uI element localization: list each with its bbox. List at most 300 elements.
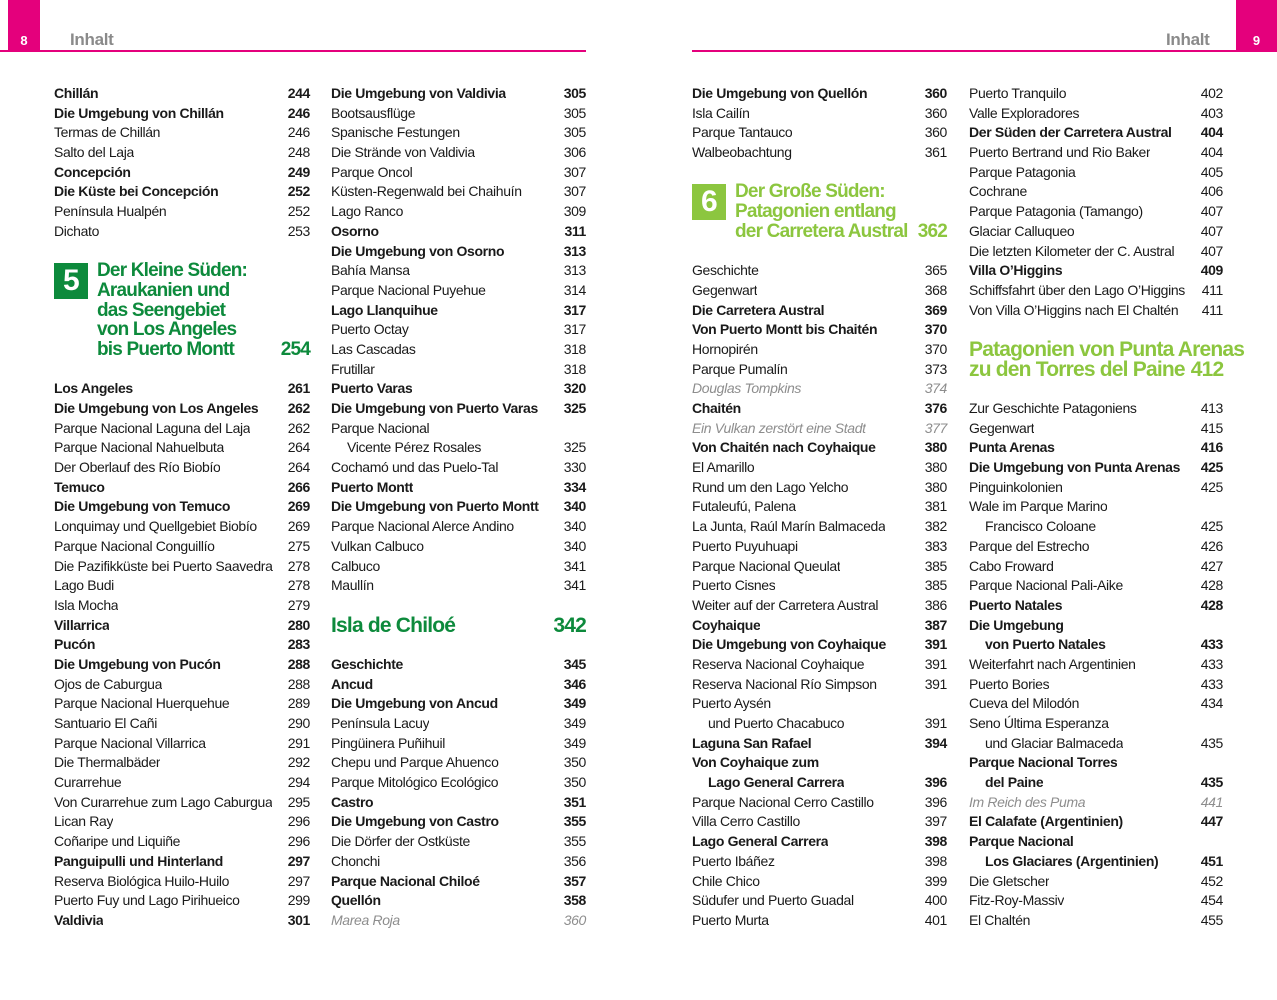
toc-entry-title: Seno Última Esperanza — [969, 715, 1109, 731]
toc-entry-title: und Glaciar Balmaceda — [985, 734, 1124, 751]
toc-entry-page: 309 — [563, 203, 586, 220]
toc-entry-page: 402 — [1200, 85, 1223, 101]
toc-entry-title: Parque Nacional Alerce Andino — [331, 518, 514, 535]
toc-entry-title: Von Coyhaique zum — [692, 754, 819, 771]
chapter-title-lines — [331, 613, 586, 637]
toc-entry-page: 266 — [287, 478, 310, 495]
toc-entry-title: Die Carretera Austral — [692, 301, 825, 318]
toc-entry — [969, 911, 1223, 931]
right-page-number: 9 — [1252, 33, 1261, 48]
toc-column-3 — [692, 84, 947, 931]
toc-entry-page: 381 — [924, 498, 947, 515]
toc-entry-page: 387 — [924, 616, 947, 633]
toc-entry-page: 385 — [924, 577, 947, 594]
toc-entry — [331, 911, 586, 931]
toc-entry — [969, 222, 1223, 242]
toc-entry-title: Futaleufú, Palena — [692, 498, 796, 515]
left-header-rule — [0, 50, 586, 52]
toc-entry-title: Puerto Ibáñez — [692, 852, 775, 869]
toc-entry-page: 345 — [563, 655, 586, 672]
toc-entry-page: 396 — [924, 774, 947, 791]
toc-entry — [969, 655, 1223, 675]
toc-entry-page: 370 — [924, 321, 947, 338]
toc-entry-page: 406 — [1200, 183, 1223, 200]
toc-entry — [331, 812, 586, 832]
toc-entry-title: Frutillar — [331, 360, 375, 377]
toc-entry-page: 380 — [924, 478, 947, 495]
toc-entry-page: 299 — [287, 892, 310, 909]
toc-entry — [969, 301, 1223, 321]
chapter-title-line — [969, 357, 1224, 381]
toc-entry — [969, 419, 1223, 439]
toc-entry — [692, 537, 947, 557]
toc-entry-title: Coñaripe und Liquiñe — [54, 833, 181, 850]
toc-entry — [54, 655, 310, 675]
chapter-title-line — [97, 301, 310, 321]
chapter-title-line — [735, 182, 947, 202]
toc-entry-title: Panguipulli und Hinterland — [54, 852, 224, 869]
chapter-title-lines — [969, 337, 1245, 381]
toc-entry-page: 334 — [563, 478, 586, 495]
toc-entry — [969, 202, 1223, 222]
toc-entry — [54, 596, 310, 616]
toc-entry-title: El Calafate (Argentinien) — [969, 813, 1123, 830]
toc-entry-page: 296 — [287, 813, 310, 830]
toc-entry-page: 380 — [924, 459, 947, 476]
toc-entry-page: 413 — [1200, 400, 1223, 416]
toc-entry — [969, 399, 1223, 419]
chapter-title-text: der Carretera Austral — [735, 220, 908, 242]
toc-entry-page: 350 — [563, 754, 586, 771]
toc-entry-page: 415 — [1200, 419, 1223, 436]
toc-entry-page: 349 — [563, 695, 586, 712]
toc-entry — [692, 104, 947, 124]
toc-entry — [54, 891, 310, 911]
toc-entry — [331, 104, 586, 124]
toc-entry — [331, 458, 586, 478]
toc-entry — [54, 832, 310, 852]
toc-entry-title: Die Umgebung von Puerto Montt — [331, 498, 539, 515]
toc-entry-page: 370 — [924, 340, 947, 357]
toc-entry-page: 454 — [1200, 892, 1223, 909]
spacer — [331, 635, 586, 655]
toc-entry-title: Parque Nacional Torres — [969, 754, 1118, 771]
chapter-title-text: Patagonien von Punta Arenas — [969, 337, 1245, 361]
toc-entry-title: Weiter auf der Carretera Austral — [692, 596, 879, 613]
toc-entry — [969, 478, 1223, 498]
toc-entry-page: 294 — [287, 774, 310, 791]
toc-entry — [54, 635, 310, 655]
toc-entry-title: Calbuco — [331, 557, 380, 574]
toc-entry-page: 426 — [1200, 537, 1223, 554]
toc-entry-page: 262 — [287, 419, 310, 436]
chapter-number-badge: 6 — [692, 184, 726, 220]
toc-entry-page: 313 — [563, 242, 586, 259]
toc-entry-page: 434 — [1200, 695, 1223, 712]
toc-entry — [331, 301, 586, 321]
toc-entry-page: 278 — [287, 577, 310, 594]
toc-entry-page: 305 — [563, 104, 586, 121]
toc-entry-title: Puerto Varas — [331, 380, 413, 397]
toc-entry — [54, 537, 310, 557]
toc-entry — [54, 182, 310, 202]
toc-entry-page: 275 — [287, 537, 310, 554]
toc-entry — [692, 891, 947, 911]
toc-entry-page: 391 — [924, 675, 947, 692]
toc-entry — [54, 872, 310, 892]
toc-entry-title: Pinguinkolonien — [969, 478, 1063, 495]
toc-entry-page: 278 — [287, 557, 310, 574]
toc-entry — [692, 596, 947, 616]
toc-entry — [969, 104, 1223, 124]
toc-entry-page: 407 — [1200, 222, 1223, 239]
toc-entry — [969, 753, 1223, 773]
toc-entry-title: Weiterfahrt nach Argentinien — [969, 655, 1136, 672]
toc-entry-page: 425 — [1200, 478, 1223, 495]
toc-entry-title: Vulkan Calbuco — [331, 537, 424, 554]
chapter-title-line — [735, 202, 947, 222]
toc-entry — [331, 84, 586, 104]
toc-entry-title: Die Dörfer der Ostküste — [331, 833, 470, 850]
toc-entry — [331, 852, 586, 872]
toc-entry-page: 355 — [563, 833, 586, 850]
toc-entry-page: 399 — [924, 872, 947, 889]
toc-entry-title: und Puerto Chacabuco — [708, 715, 845, 731]
toc-entry-title: Parque Mitológico Ecológico — [331, 774, 499, 791]
spacer — [54, 360, 310, 380]
toc-entry — [331, 182, 586, 202]
toc-entry-page: 269 — [287, 518, 310, 535]
toc-entry-page: 253 — [287, 222, 310, 239]
toc-entry — [692, 616, 947, 636]
toc-entry — [331, 714, 586, 734]
toc-entry-page: 325 — [563, 439, 586, 456]
toc-entry-title: Los Glaciares (Argentinien) — [985, 852, 1159, 869]
toc-entry — [54, 438, 310, 458]
toc-entry-page: 425 — [1200, 459, 1223, 476]
toc-entry-page: 383 — [924, 537, 947, 554]
toc-entry-page: 452 — [1200, 872, 1223, 889]
toc-entry — [331, 832, 586, 852]
toc-entry — [692, 320, 947, 340]
toc-entry-page: 355 — [563, 813, 586, 830]
toc-entry-page: 288 — [287, 655, 310, 672]
toc-entry-page: 317 — [563, 301, 586, 318]
toc-entry — [692, 438, 947, 458]
toc-entry-page: 351 — [563, 793, 586, 810]
toc-entry-title: Lago General Carrera — [692, 833, 829, 850]
toc-entry — [969, 438, 1223, 458]
toc-entry-title: Puerto Fuy und Lago Pirihueico — [54, 892, 240, 909]
toc-entry-title: Parque Pumalín — [692, 360, 788, 377]
toc-entry — [331, 360, 586, 380]
toc-entry-page: 340 — [563, 498, 586, 515]
toc-entry-title: Puerto Bories — [969, 675, 1050, 692]
toc-entry — [692, 852, 947, 872]
toc-entry — [692, 812, 947, 832]
toc-entry-page: 305 — [563, 124, 586, 141]
toc-entry-title: Reserva Nacional Río Simpson — [692, 675, 877, 692]
toc-entry — [331, 517, 586, 537]
toc-entry-title: Puerto Montt — [331, 478, 414, 495]
toc-entry — [54, 852, 310, 872]
toc-entry-page: 391 — [924, 655, 947, 672]
toc-entry — [54, 458, 310, 478]
toc-entry-title: Parque Patagonia — [969, 163, 1076, 180]
toc-entry-page: 346 — [563, 675, 586, 692]
toc-entry-title: Gegenwart — [692, 281, 758, 298]
chapter-title-text: das Seengebiet — [97, 299, 226, 321]
toc-entry-page: 330 — [563, 459, 586, 476]
chapter-page-number: 342 — [553, 613, 586, 637]
toc-entry — [692, 281, 947, 301]
toc-entry-page: 435 — [1200, 774, 1223, 791]
toc-entry-title: Parque Nacional Huerquehue — [54, 695, 230, 712]
toc-entry-title: Punta Arenas — [969, 439, 1055, 456]
toc-entry-page: 306 — [563, 144, 586, 161]
toc-entry-page: 398 — [924, 833, 947, 850]
left-page-number: 8 — [20, 33, 28, 48]
toc-entry-page: 377 — [924, 419, 947, 436]
toc-entry-page: 441 — [1200, 793, 1223, 810]
toc-entry-title: Ojos de Caburgua — [54, 675, 163, 692]
toc-entry-title: Die Umgebung von Ancud — [331, 695, 498, 712]
toc-entry-page: 290 — [287, 715, 310, 731]
toc-entry-title: Die Umgebung von Chillán — [54, 104, 224, 121]
toc-entry — [692, 379, 947, 399]
toc-entry — [692, 911, 947, 931]
toc-entry-title: Lago Budi — [54, 577, 114, 594]
toc-entry-title: Península Hualpén — [54, 203, 167, 220]
toc-entry — [692, 753, 947, 773]
toc-entry-title: Puerto Octay — [331, 321, 409, 338]
toc-entry-page: 404 — [1200, 144, 1223, 161]
toc-entry — [969, 281, 1223, 301]
toc-entry-title: Villa O’Higgins — [969, 262, 1063, 279]
toc-entry-title: Isla Cailín — [692, 104, 750, 121]
toc-entry — [54, 734, 310, 754]
toc-entry-page: 246 — [287, 124, 310, 141]
spacer — [54, 242, 310, 262]
toc-entry — [331, 242, 586, 262]
toc-entry — [54, 478, 310, 498]
toc-entry-page: 291 — [287, 734, 310, 751]
toc-entry-page: 404 — [1200, 124, 1223, 141]
toc-entry-page: 391 — [924, 636, 947, 653]
toc-entry-title: Vicente Pérez Rosales — [347, 439, 482, 456]
toc-column-4 — [969, 84, 1245, 931]
toc-entry — [331, 872, 586, 892]
toc-entry-title: Die Küste bei Concepción — [54, 183, 219, 200]
toc-entry — [331, 694, 586, 714]
toc-entry-title: Parque Nacional Pali-Aike — [969, 577, 1123, 594]
toc-entry-page: 357 — [563, 872, 586, 889]
toc-entry — [969, 163, 1223, 183]
toc-entry — [331, 419, 586, 439]
toc-entry-page: 361 — [924, 144, 947, 161]
toc-entry-page: 279 — [287, 596, 310, 613]
toc-entry — [969, 773, 1223, 793]
toc-entry — [969, 596, 1223, 616]
toc-entry-page: 289 — [287, 695, 310, 712]
toc-entry-title: Parque Nacional — [969, 833, 1074, 850]
toc-entry-page: 394 — [924, 734, 947, 751]
toc-entry-title: Chaitén — [692, 400, 741, 416]
toc-entry-title: Douglas Tompkins — [692, 380, 802, 397]
toc-entry-title: Fitz-Roy-Massiv — [969, 892, 1065, 909]
toc-entry — [54, 911, 310, 931]
toc-entry-title: Wale im Parque Marino — [969, 498, 1108, 515]
toc-entry — [331, 261, 586, 281]
chapter-title-line — [97, 281, 310, 301]
toc-entry-title: Villarrica — [54, 616, 110, 633]
toc-entry — [54, 753, 310, 773]
toc-entry — [692, 301, 947, 321]
toc-entry-title: Los Angeles — [54, 380, 133, 397]
chapter-title-text: Patagonien entlang — [735, 201, 896, 223]
toc-entry — [692, 694, 947, 714]
toc-entry-title: Valdivia — [54, 911, 104, 928]
toc-entry-title: Südufer und Puerto Guadal — [692, 892, 854, 909]
toc-entry-page: 313 — [563, 262, 586, 279]
toc-entry-title: Puerto Murta — [692, 911, 769, 928]
toc-entry-title: Isla Mocha — [54, 596, 119, 613]
toc-entry — [331, 497, 586, 517]
toc-entry-title: Die Umgebung von Los Angeles — [54, 400, 259, 416]
toc-entry-title: Die letzten Kilometer der C. Austral — [969, 242, 1175, 259]
toc-entry — [331, 163, 586, 183]
toc-entry — [54, 104, 310, 124]
toc-entry — [54, 202, 310, 222]
toc-entry — [969, 616, 1223, 636]
toc-entry-title: La Junta, Raúl Marín Balmaceda — [692, 518, 886, 535]
toc-entry-title: El Amarillo — [692, 459, 755, 476]
toc-entry — [969, 714, 1223, 734]
toc-entry-page: 376 — [924, 400, 947, 416]
spacer — [692, 163, 947, 183]
toc-entry-title: Die Pazifikküste bei Puerto Saavedra — [54, 557, 273, 574]
toc-entry — [692, 557, 947, 577]
toc-entry-title: Chillán — [54, 85, 99, 101]
toc-entry-title: Cabo Froward — [969, 557, 1054, 574]
toc-entry-page: 244 — [287, 85, 310, 101]
toc-entry — [54, 773, 310, 793]
toc-entry — [692, 773, 947, 793]
toc-entry-page: 416 — [1200, 439, 1223, 456]
toc-entry-title: Pingüinera Puñihuil — [331, 734, 445, 751]
toc-entry-page: 455 — [1200, 911, 1223, 928]
toc-entry — [331, 557, 586, 577]
toc-entry — [692, 458, 947, 478]
toc-entry — [54, 143, 310, 163]
chapter-title-line — [969, 337, 1245, 361]
toc-entry-title: Puerto Tranquilo — [969, 85, 1067, 101]
toc-entry-title: Von Curarrehue zum Lago Caburgua — [54, 793, 273, 810]
toc-entry-page: 407 — [1200, 203, 1223, 220]
toc-entry-title: Temuco — [54, 478, 105, 495]
toc-entry-page: 403 — [1200, 104, 1223, 121]
toc-entry-title: Villa Cerro Castillo — [692, 813, 800, 830]
toc-entry-title: Cochamó und das Puelo-Tal — [331, 459, 499, 476]
toc-entry-title: Die Umgebung von Quellón — [692, 85, 868, 101]
toc-entry-title: Rund um den Lago Yelcho — [692, 478, 849, 495]
toc-entry-page: 397 — [924, 813, 947, 830]
toc-entry-title: Reserva Nacional Coyhaique — [692, 655, 865, 672]
toc-entry-title: Parque Nacional Chiloé — [331, 872, 480, 889]
toc-entry — [331, 537, 586, 557]
toc-entry-title: Coyhaique — [692, 616, 761, 633]
toc-entry-title: Parque Nacional Cerro Castillo — [692, 793, 874, 810]
toc-entry-page: 297 — [287, 852, 310, 869]
toc-entry-title: Chepu und Parque Ahuenco — [331, 754, 499, 771]
toc-entry — [692, 261, 947, 281]
toc-entry — [54, 123, 310, 143]
chapter-title-line — [97, 320, 310, 340]
toc-entry-title: Parque Nacional Laguna del Laja — [54, 419, 251, 436]
toc-entry-page: 325 — [563, 400, 586, 416]
toc-entry-page: 252 — [287, 203, 310, 220]
toc-entry — [969, 182, 1223, 202]
toc-entry-page: 433 — [1200, 675, 1223, 692]
toc-entry-title: Die Strände von Valdivia — [331, 144, 475, 161]
toc-entry — [54, 557, 310, 577]
toc-entry-page: 307 — [563, 163, 586, 180]
chapter-page-number: 254 — [280, 338, 310, 360]
toc-entry-page: 360 — [924, 124, 947, 141]
toc-entry-title: Santuario El Cañi — [54, 715, 158, 731]
toc-entry — [54, 675, 310, 695]
toc-entry-page: 391 — [924, 715, 947, 731]
toc-entry-page: 386 — [924, 596, 947, 613]
toc-entry — [54, 714, 310, 734]
toc-entry-page: 320 — [563, 380, 586, 397]
toc-entry — [54, 793, 310, 813]
toc-entry-title: Salto del Laja — [54, 144, 134, 161]
toc-entry-title: Die Umgebung von Castro — [331, 813, 499, 830]
toc-entry — [969, 694, 1223, 714]
toc-entry-page: 427 — [1200, 557, 1223, 574]
toc-entry — [969, 261, 1223, 281]
toc-entry — [54, 576, 310, 596]
toc-entry-title: Curarrehue — [54, 774, 122, 791]
toc-entry-title: Termas de Chillán — [54, 124, 161, 141]
toc-entry-page: 396 — [924, 793, 947, 810]
toc-entry — [331, 320, 586, 340]
toc-column-1 — [54, 84, 310, 931]
toc-entry-page: 360 — [563, 911, 586, 928]
toc-entry — [54, 616, 310, 636]
toc-entry-page: 297 — [287, 872, 310, 889]
toc-entry-title: Cueva del Milodón — [969, 695, 1080, 712]
toc-entry-page: 447 — [1200, 813, 1223, 830]
toc-entry-title: Spanische Festungen — [331, 124, 460, 141]
toc-entry-page: 340 — [563, 537, 586, 554]
toc-entry — [331, 576, 586, 596]
chapter-title-text: Der Kleine Süden: — [97, 260, 248, 282]
toc-entry-page: 369 — [924, 301, 947, 318]
toc-entry-title: Parque Nacional Puyehue — [331, 281, 486, 298]
chapter-title-line — [97, 340, 310, 360]
toc-entry-title: Glaciar Calluqueo — [969, 222, 1075, 239]
toc-entry-title: Die Thermalbäder — [54, 754, 161, 771]
toc-entry-title: Puerto Bertrand und Rio Baker — [969, 144, 1151, 161]
toc-entry-page: 283 — [287, 636, 310, 653]
toc-entry — [969, 458, 1223, 478]
toc-entry-page: 433 — [1200, 655, 1223, 672]
toc-entry-title: Im Reich des Puma — [969, 793, 1086, 810]
chapter-heading — [54, 261, 310, 359]
toc-entry-page: 407 — [1200, 242, 1223, 259]
